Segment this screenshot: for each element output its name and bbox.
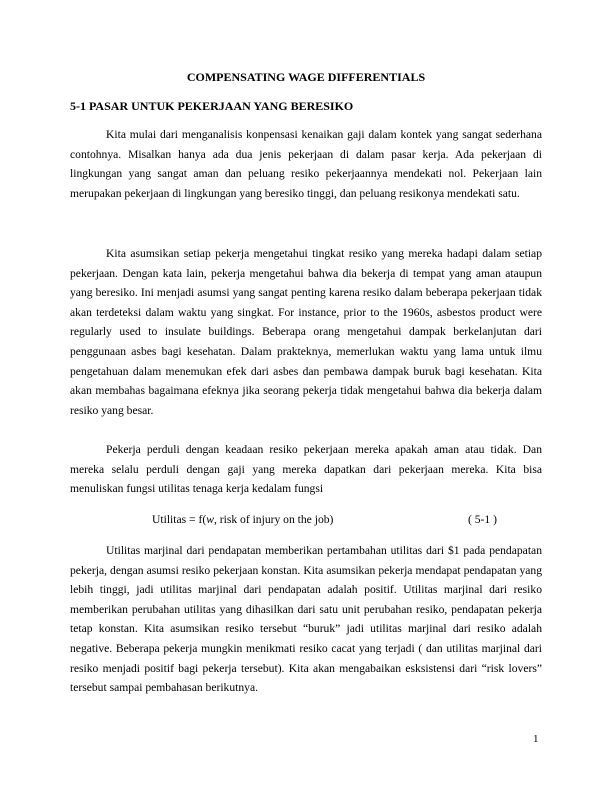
equation-number: ( 5-1 ): [468, 513, 497, 526]
equation-variable: w: [206, 513, 214, 526]
equation-prefix: Utilitas = f(: [152, 513, 207, 526]
paragraph-4: Utilitas marjinal dari pendapatan memberikan pertambahan utilitas dari $1 pada pendapatan pekerja, dengan asumsi resiko pekerjaan konstan. Kita asumsikan pekerja mendapat pendapatan yang lebih tinggi, jadi utilitas marjinal dari pendapatan adalah positif. Utilitas marjinal dari resiko memberikan perubahan utilitas yang dihasilkan dari satu unit perubahan resiko, pendapatan pekerja tetap konstan. Kita asumsikan resiko tersebut “buruk” jadi utilitas marjinal dari resiko adalah negative. Beberapa pekerja mungkin menikmati resiko cacat yang terjadi ( dan utilitas marjinal dari resiko menjadi positif bagi pekerja tersebut). Kita akan mengabaikan esksistensi dari “risk lovers” tersebut sampai pembahasan berikutnya.: [70, 544, 542, 695]
equation-formula: [152, 513, 333, 527]
paragraph-2: Kita asumsikan setiap pekerja mengetahui tingkat resiko yang mereka hadapi dalam setiap pekerjaan. Dengan kata lain, pekerja mengetahui bahwa dia bekerja di tempat yang aman ataupun yang beresiko. Ini menjadi asumsi yang sangat penting karena resiko dalam beberapa pekerjaan tidak akan terdeteksi dalam waktu yang singkat. For instance, prior to the 1960s, asbestos product were regularly used to insulate buildings. Beberapa orang mengetahui dampak berkelanjutan dari penggunaan asbes bagi kesehatan. Dalam prakteknya, memerlukan waktu yang lama untuk ilmu pengetahuan dalam menemukan efek dari asbes dan pembawa dampak buruk bagi kesehatan. Kita akan membahas bagaimana efeknya jika seorang pekerja tidak mengetahui bahwa dia bekerja dalam resiko yang besar.: [70, 247, 542, 417]
document-title: COMPENSATING WAGE DIFFERENTIALS: [186, 70, 426, 84]
section-heading: 5-1 PASAR UNTUK PEKERJAAN YANG BERESIKO: [70, 99, 354, 113]
page-number: 1: [533, 733, 539, 745]
paragraph-3: Pekerja perduli dengan keadaan resiko pekerjaan mereka apakah aman atau tidak. Dan mereka selalu perduli dengan gaji yang mereka dapatkan dari pekerjaan mereka. Kita bisa menuliskan fungsi utilitas tenaga kerja kedalam fungsi: [70, 443, 542, 496]
paragraph-1: Kita mulai dari menganalisis konpensasi kenaikan gaji dalam kontek yang sangat sederhana contohnya. Misalkan hanya ada dua jenis pekerjaan di dalam pasar kerja. Ada pekerjaan di lingkungan yang sangat aman dan peluang resiko pekerjaannya mendekati nol. Pekerjaan lain merupakan pekerjaan di lingkungan yang beresiko tinggi, dan peluang resikonya mendekati satu.: [70, 128, 542, 200]
equation-suffix: , risk of injury on the job): [213, 513, 334, 526]
